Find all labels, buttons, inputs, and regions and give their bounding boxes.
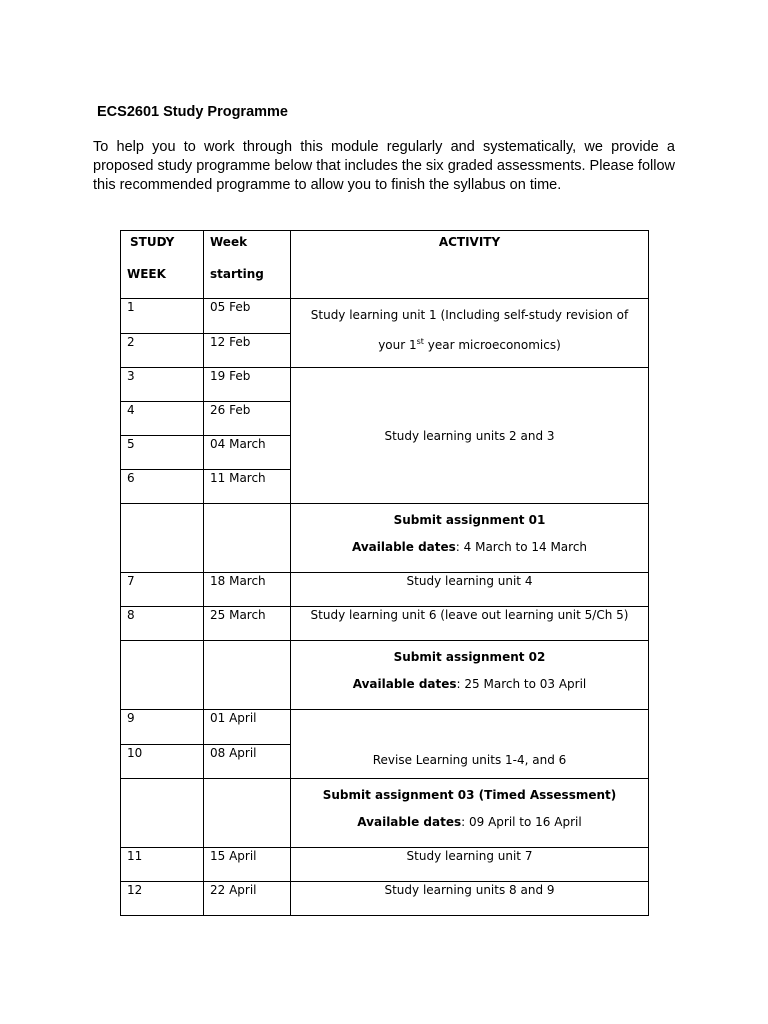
table-header-row (121, 231, 649, 299)
week-cell: 8 (121, 607, 204, 641)
date-cell: 08 April (204, 744, 291, 779)
date-cell: 26 Feb (204, 402, 291, 436)
week-cell (121, 504, 204, 573)
activity-cell: Study learning unit 1 (Including self-study revision of your 1st year microeconomics) (291, 299, 649, 368)
header-activity: ACTIVITY (291, 231, 649, 299)
table-row (121, 710, 649, 745)
assignment-01-cell: Submit assignment 01 Available dates: 4 March to 14 March (291, 504, 649, 573)
week-cell: 2 (121, 333, 204, 368)
date-cell (204, 504, 291, 573)
activity-cell: Study learning units 2 and 3 (291, 368, 649, 504)
week-cell: 6 (121, 470, 204, 504)
date-cell (204, 641, 291, 710)
assignment-row (121, 779, 649, 848)
date-cell: 19 Feb (204, 368, 291, 402)
date-cell: 18 March (204, 573, 291, 607)
table-row (121, 368, 649, 402)
date-cell: 11 March (204, 470, 291, 504)
table-row (121, 848, 649, 882)
header-study-week: STUDY WEEK (121, 231, 204, 299)
assignment-03-cell: Submit assignment 03 (Timed Assessment) Available dates: 09 April to 16 April (291, 779, 649, 848)
study-programme-table (120, 230, 649, 916)
week-cell: 12 (121, 882, 204, 916)
table-row (121, 299, 649, 334)
week-cell: 9 (121, 710, 204, 745)
week-cell: 10 (121, 744, 204, 779)
date-cell: 25 March (204, 607, 291, 641)
date-cell: 01 April (204, 710, 291, 745)
week-cell (121, 641, 204, 710)
assignment-row (121, 504, 649, 573)
week-cell: 1 (121, 299, 204, 334)
week-cell: 7 (121, 573, 204, 607)
activity-cell: Study learning units 8 and 9 (291, 882, 649, 916)
assignment-row (121, 641, 649, 710)
table-row (121, 573, 649, 607)
activity-cell: Revise Learning units 1-4, and 6 (291, 710, 649, 779)
document-title: ECS2601 Study Programme (97, 104, 288, 120)
date-cell: 12 Feb (204, 333, 291, 368)
activity-cell: Study learning unit 7 (291, 848, 649, 882)
intro-paragraph: To help you to work through this module regularly and systematically, we provide a proposed study programme below that includes the six graded assessments. Please follow this recommended programme to allow you to finish the syllabus on time. (93, 139, 675, 193)
date-cell: 22 April (204, 882, 291, 916)
date-cell: 15 April (204, 848, 291, 882)
activity-cell: Study learning unit 4 (291, 573, 649, 607)
week-cell: 4 (121, 402, 204, 436)
table-row (121, 607, 649, 641)
header-week-starting: Week starting (204, 231, 291, 299)
week-cell: 11 (121, 848, 204, 882)
week-cell (121, 779, 204, 848)
activity-cell: Study learning unit 6 (leave out learning unit 5/Ch 5) (291, 607, 649, 641)
date-cell (204, 779, 291, 848)
week-cell: 5 (121, 436, 204, 470)
table-row (121, 882, 649, 916)
date-cell: 04 March (204, 436, 291, 470)
week-cell: 3 (121, 368, 204, 402)
date-cell: 05 Feb (204, 299, 291, 334)
assignment-02-cell: Submit assignment 02 Available dates: 25 March to 03 April (291, 641, 649, 710)
